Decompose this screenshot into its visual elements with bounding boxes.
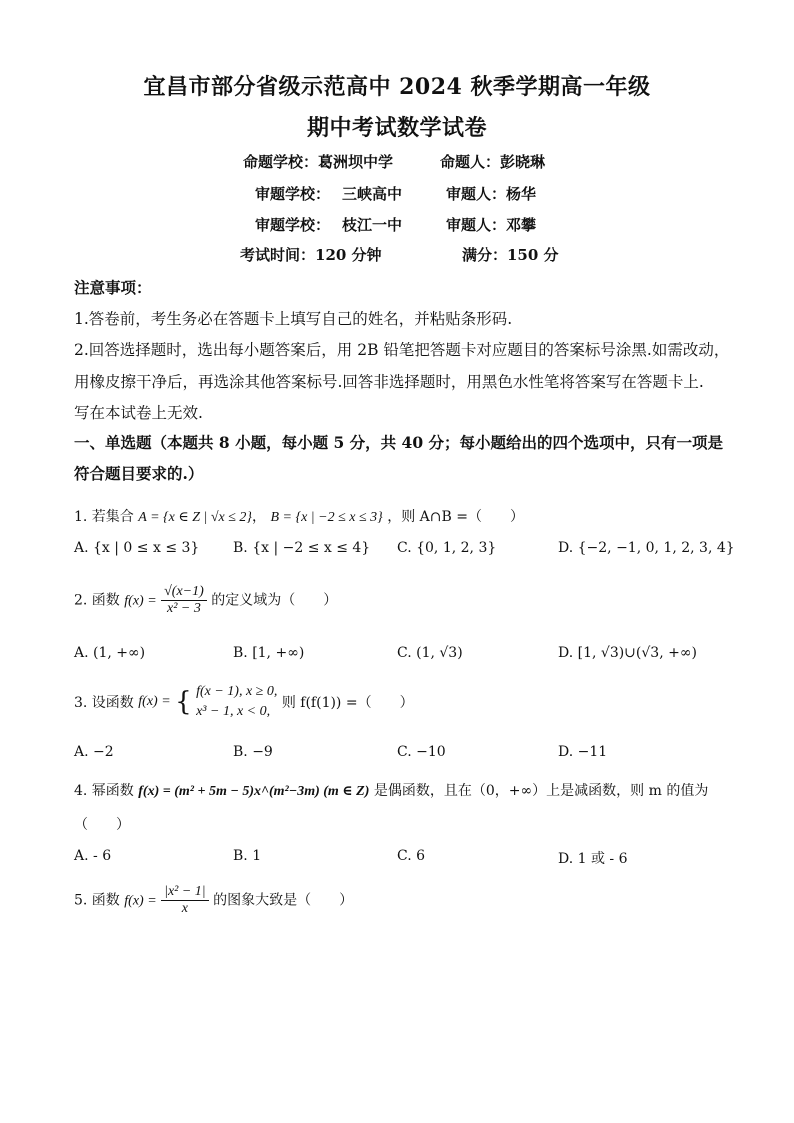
q4-suffix: 是偶函数，且在（0，+∞）上是减函数，则 m 的值为 xyxy=(373,783,709,799)
reviewer2: 审题人：邓攀 xyxy=(446,216,537,234)
notes-item2-line2: 用橡皮擦干净后，再选涂其他答案标号.回答非选择题时，用黑色水性笔将答案写在答题卡上. xyxy=(74,373,704,391)
q5-lhs: f(x) = xyxy=(124,893,157,909)
q2-numerator: √(x−1) xyxy=(161,584,207,601)
q1-option-c: C. {0, 1, 2, 3} xyxy=(397,540,497,556)
question-1 xyxy=(74,506,524,526)
reviewer2-school: 枝江一中 xyxy=(342,216,403,234)
q3-case2: x³ − 1, x < 0, xyxy=(196,704,271,719)
q2-suffix: 的定义域为（ ） xyxy=(211,592,338,609)
q3-suffix: 则 f(f(1)) =（ ） xyxy=(281,695,414,711)
exam-title-line2: 期中考试数学试卷 xyxy=(306,115,487,141)
q5-numerator: |x² − 1| xyxy=(161,884,209,901)
q2-option-b: B. [1, +∞) xyxy=(233,645,305,661)
q5-prefix: 5. 函数 xyxy=(74,892,120,909)
q4-option-d: D. 1 或 - 6 xyxy=(558,851,628,867)
q4-formula: f(x) = (m² + 5m − 5)x^(m²−3m) (m ∈ Z) xyxy=(138,784,370,799)
q3-brace: { xyxy=(175,687,192,717)
q1-option-a: A. {x | 0 ≤ x ≤ 3} xyxy=(74,540,200,556)
q5-suffix: 的图象大致是（ ） xyxy=(213,892,354,909)
q3-lhs: f(x) = xyxy=(138,694,171,709)
notes-item1: 1.答卷前，考生务必在答题卡上填写自己的姓名，并粘贴条形码. xyxy=(74,310,513,328)
reviewer1-school-label: 审题学校： xyxy=(255,185,331,203)
q4-line2: （ ） xyxy=(74,817,130,833)
q5-denominator: x xyxy=(181,901,188,916)
question-2 xyxy=(74,584,337,617)
notes-heading: 注意事项： xyxy=(74,278,152,297)
reviewer2-school-label: 审题学校： xyxy=(255,216,331,234)
q2-option-d: D. [1, √3)∪(√3, +∞) xyxy=(558,645,697,661)
proposer-school: 命题学校：葛洲坝中学 xyxy=(243,153,394,171)
notes-item2-line1: 2.回答选择题时，选出每小题答案后，用 2B 铅笔把答题卡对应题目的答案标号涂黑.如需改动， xyxy=(74,341,730,359)
q1-option-d: D. {−2, −1, 0, 1, 2, 3, 4} xyxy=(558,540,735,556)
q2-denominator: x² − 3 xyxy=(167,601,201,616)
q5-fraction xyxy=(161,884,209,917)
reviewer1: 审题人：杨华 xyxy=(446,185,537,203)
reviewer1-school: 三峡高中 xyxy=(342,185,403,203)
q3-option-a: A. −2 xyxy=(74,744,114,760)
section1-heading-line1: 一、单选题（本题共 8 小题，每小题 5 分，共 40 分；每小题给出的四个选项中，只有一项是 xyxy=(74,433,724,452)
full-score: 满分：150 分 xyxy=(462,246,559,264)
exam-time: 考试时间：120 分钟 xyxy=(240,246,382,264)
q4-option-c: C. 6 xyxy=(397,848,426,864)
q1-option-b: B. {x | −2 ≤ x ≤ 4} xyxy=(233,540,371,556)
q1-separator: ， xyxy=(252,509,267,525)
proposer: 命题人：彭晓琳 xyxy=(440,153,546,171)
q3-case1: f(x − 1), x ≥ 0, xyxy=(196,684,278,699)
section1-heading-line2: 符合题目要求的.） xyxy=(74,464,204,483)
q2-lhs: f(x) = xyxy=(124,593,157,609)
q1-set-b: B = {x | −2 ≤ x ≤ 3} xyxy=(270,510,383,525)
exam-title-line1: 宜昌市部分省级示范高中 2024 秋季学期高一年级 xyxy=(143,74,651,100)
question-4 xyxy=(74,780,708,800)
q4-option-a: A. - 6 xyxy=(74,848,112,864)
q2-option-a: A. (1, +∞) xyxy=(74,645,146,661)
q3-option-d: D. −11 xyxy=(558,744,608,760)
q4-option-b: B. 1 xyxy=(233,848,262,864)
q4-prefix: 4. 幂函数 xyxy=(74,783,134,799)
notes-item2-line3: 写在本试卷上无效. xyxy=(74,404,203,422)
q3-option-c: C. −10 xyxy=(397,744,446,760)
q3-option-b: B. −9 xyxy=(233,744,273,760)
q2-prefix: 2. 函数 xyxy=(74,592,120,609)
question-5 xyxy=(74,884,353,917)
q3-prefix: 3. 设函数 xyxy=(74,695,134,711)
q1-suffix: ，则 A∩B =（ ） xyxy=(387,509,524,525)
q3-cases xyxy=(196,682,277,722)
question-3 xyxy=(74,682,414,722)
q2-option-c: C. (1, √3) xyxy=(397,645,463,661)
q1-prefix: 1. 若集合 xyxy=(74,509,134,525)
q1-set-a: A = {x ∈ Z | √x ≤ 2} xyxy=(138,510,253,525)
q2-fraction xyxy=(161,584,207,617)
